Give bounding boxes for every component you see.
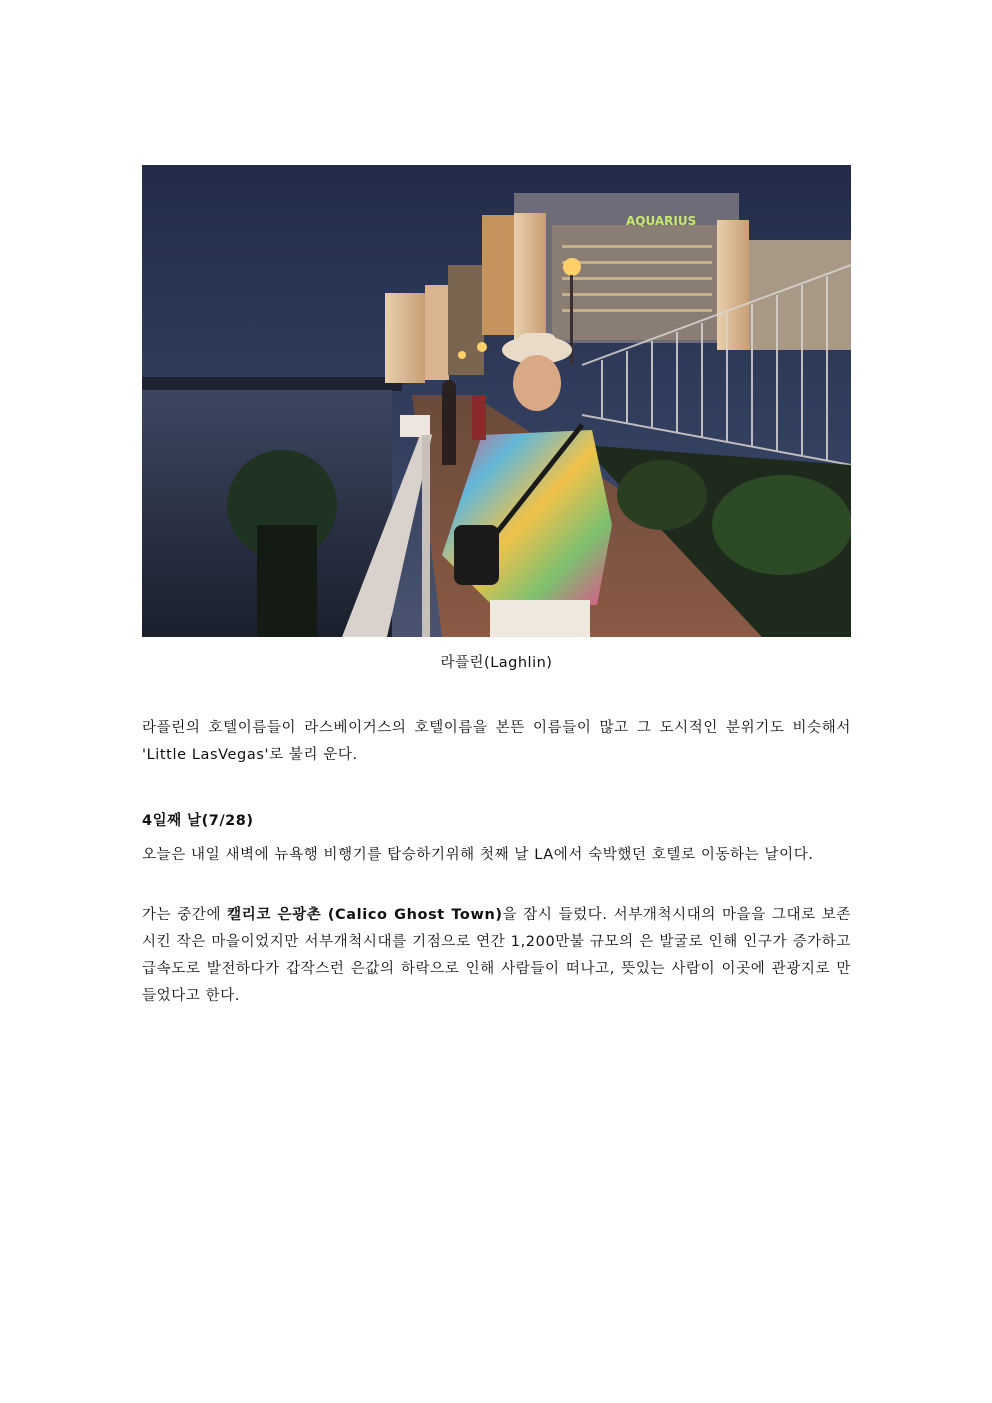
photo-caption: 라플린(Laghlin) bbox=[440, 655, 553, 671]
hotel-tower-far bbox=[385, 293, 425, 383]
aquarius-sign: AQUARIUS bbox=[626, 214, 697, 228]
face bbox=[513, 355, 561, 411]
calico-paragraph bbox=[142, 902, 851, 1010]
laughlin-photo bbox=[142, 165, 851, 637]
calico-name: 캘리코 은광촌 (Calico Ghost Town) bbox=[227, 907, 503, 923]
calico-body: 을 잠시 들렀다. 서부개척시대의 마을을 그대로 보존시킨 작은 마을이었지만 서부개척시대를 기점으로 연간 1,200만불 규모의 은 발굴로 인해 인구가 증가하고 급속도로 발전하다가 갑작스런 은값의 하락으로 인해 사람들이 떠나고, 뜻있는 사람이 이곳에 관광지로 만들었다고 한다. bbox=[142, 907, 851, 1004]
laughlin-description: 라플린의 호텔이름들이 라스베이거스의 호텔이름을 본뜬 이름들이 많고 그 도시적인 분위기도 비슷해서 'Little LasVegas'로 불리 운다. bbox=[142, 720, 851, 763]
shoulder-bag bbox=[454, 525, 499, 585]
calico-prefix: 가는 중간에 bbox=[142, 907, 228, 923]
day4-intro: 오늘은 내일 새벽에 뉴욕행 비행기를 탑승하기위해 첫째 날 LA에서 숙박했던 호텔로 이동하는 날이다. bbox=[142, 847, 814, 863]
day4-heading: 4일째 날(7/28) bbox=[142, 813, 254, 829]
